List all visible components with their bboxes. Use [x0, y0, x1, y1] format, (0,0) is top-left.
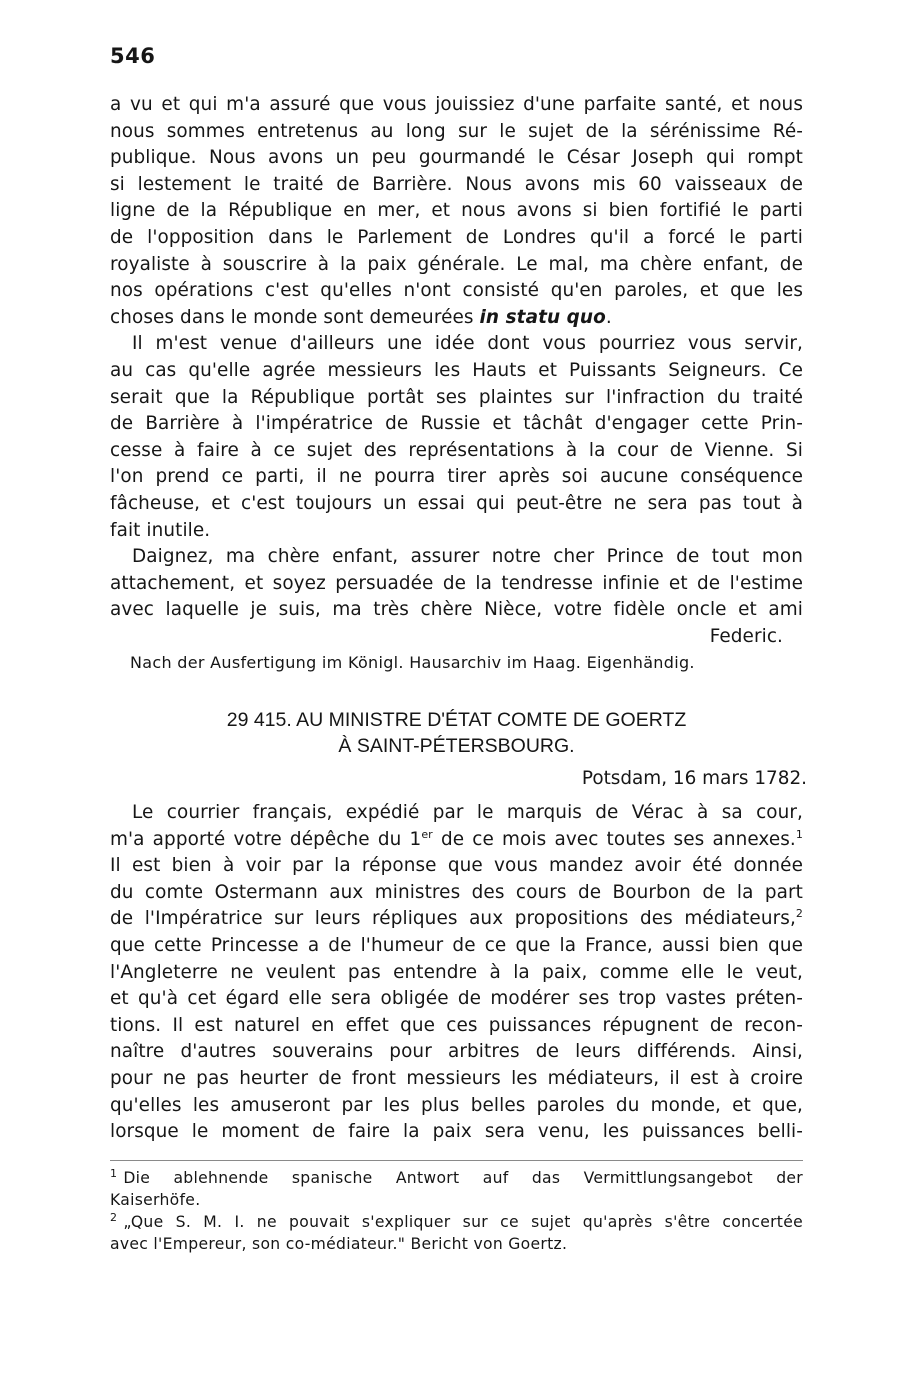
text-line: pour ne pas heurter de front messieurs les médiateurs, il est à croire — [110, 1067, 803, 1089]
text-fragment: de l'Impératrice sur leurs répliques aux propositions des médiateurs, — [110, 908, 796, 930]
footnote-line — [110, 1167, 803, 1189]
text-line — [110, 305, 803, 332]
latin-phrase: in statu quo — [479, 306, 606, 328]
footnote-mark: 2 — [110, 1210, 118, 1224]
text-line: l'Angleterre ne veulent pas entendre à la paix, comme elle le veut, — [110, 961, 803, 983]
text-line: serait que la République portât ses plaintes sur l'infraction du traité — [110, 386, 803, 408]
text-line: de Barrière à l'impératrice de Russie et tâchât d'engager cette Prin- — [110, 413, 803, 435]
text-line: a vu et qui m'a assuré que vous jouissiez d'une parfaite santé, et nous — [110, 94, 803, 115]
text-line: fâcheuse, et c'est toujours un essai qui peut-être ne sera pas tout à — [110, 492, 803, 514]
text-fragment: . — [605, 306, 612, 328]
text-line: au cas qu'elle agrée messieurs les Hauts et Puissants Seigneurs. Ce — [110, 359, 803, 381]
text-line: naître d'autres souverains pour arbitres de leurs différends. Ainsi, — [110, 1041, 803, 1063]
text-line: attachement, et soyez persuadée de la tendresse infinie et de l'estime — [110, 572, 803, 594]
text-line: nos opérations c'est qu'elles n'ont consisté qu'en paroles, et que les — [110, 280, 803, 302]
footnote-divider — [110, 1160, 803, 1161]
text-line: avec laquelle je suis, ma très chère Nièce, votre fidèle oncle et ami — [110, 599, 803, 621]
place-date: Potsdam, 16 mars 1782. — [581, 768, 807, 789]
text-fragment: de ce mois avec toutes ses annexes. — [432, 828, 796, 850]
text-line: Il m'est venue d'ailleurs une idée dont vous pourriez vous servir, — [132, 333, 803, 355]
footnote-line — [110, 1211, 803, 1233]
text-line: lorsque le moment de faire la paix sera venu, les puissances belli- — [110, 1121, 803, 1143]
signature: Federic. — [709, 625, 783, 647]
text-line: du comte Ostermann aux ministres des cours de Bourbon de la part — [110, 881, 803, 903]
footnote-reference: 2 — [795, 907, 803, 921]
text-fragment: m'a apporté votre dépêche du 1 — [110, 828, 422, 850]
letter-body — [110, 800, 803, 1146]
text-line: nous sommes entretenus au long sur le sujet de la sérénissime Ré- — [110, 120, 803, 142]
text-line: ligne de la République en mer, et nous avons si bien fortifié le parti — [110, 200, 803, 222]
text-line: cesse à faire à ce sujet des représentations à la cour de Vienne. Si — [110, 439, 803, 461]
text-line: Daignez, ma chère enfant, assurer notre cher Prince de tout mon — [132, 546, 803, 568]
text-line: et qu'à cet égard elle sera obligée de modérer ses trop vastes préten- — [110, 988, 803, 1010]
text-line — [110, 906, 803, 933]
text-line: si lestement le traité de Barrière. Nous avons mis 60 vaisseaux de — [110, 173, 803, 195]
heading-line: 29 415. AU MINISTRE D'ÉTAT COMTE DE GOERTZ — [226, 709, 687, 731]
text-line: Il est bien à voir par la réponse que vous mandez avoir été donnée — [110, 855, 803, 877]
page-number: 546 — [110, 44, 156, 68]
source-note: Nach der Ausfertigung im Königl. Hausarchiv im Haag. Eigenhändig. — [130, 653, 695, 672]
letter-continuation — [110, 92, 803, 650]
footnote-line: avec l'Empereur, son co-médiateur." Bericht von Goertz. — [110, 1235, 568, 1253]
text-line: fait inutile. — [110, 519, 211, 541]
text-line: qu'elles les amuseront par les plus belles paroles du monde, et que, — [110, 1094, 803, 1116]
footnote-line: Kaiserhöfe. — [110, 1191, 201, 1209]
text-line: tions. Il est naturel en effet que ces puissances répugnent de recon- — [110, 1014, 803, 1036]
text-line: Le courrier français, expédié par le marquis de Vérac à sa cour, — [132, 802, 803, 823]
footnotes — [110, 1167, 803, 1255]
footnote-text: Die ablehnende spanische Antwort auf das Vermittlungsangebot der — [123, 1169, 803, 1187]
letter-heading — [110, 707, 803, 759]
heading-line: À SAINT-PÉTERSBOURG. — [338, 735, 575, 757]
text-line — [110, 827, 803, 854]
footnote-reference: 1 — [795, 827, 803, 841]
text-fragment: choses dans le monde sont demeurées — [110, 306, 480, 328]
text-line: royaliste à souscrire à la paix générale. Le mal, ma chère enfant, de — [110, 253, 803, 275]
text-line: que cette Princesse a de l'humeur de ce que la France, aussi bien que — [110, 934, 803, 956]
text-line: l'on prend ce parti, il ne pourra tirer après soi aucune conséquence — [110, 466, 803, 488]
ordinal-suffix: er — [421, 827, 433, 841]
text-line: publique. Nous avons un peu gourmandé le César Joseph qui rompt — [110, 147, 803, 169]
footnote-text: „Que S. M. I. ne pouvait s'expliquer sur ce sujet qu'après s'être concertée — [123, 1213, 803, 1231]
text-line: de l'opposition dans le Parlement de Londres qu'il a forcé le parti — [110, 226, 803, 248]
footnote-mark: 1 — [110, 1166, 118, 1180]
